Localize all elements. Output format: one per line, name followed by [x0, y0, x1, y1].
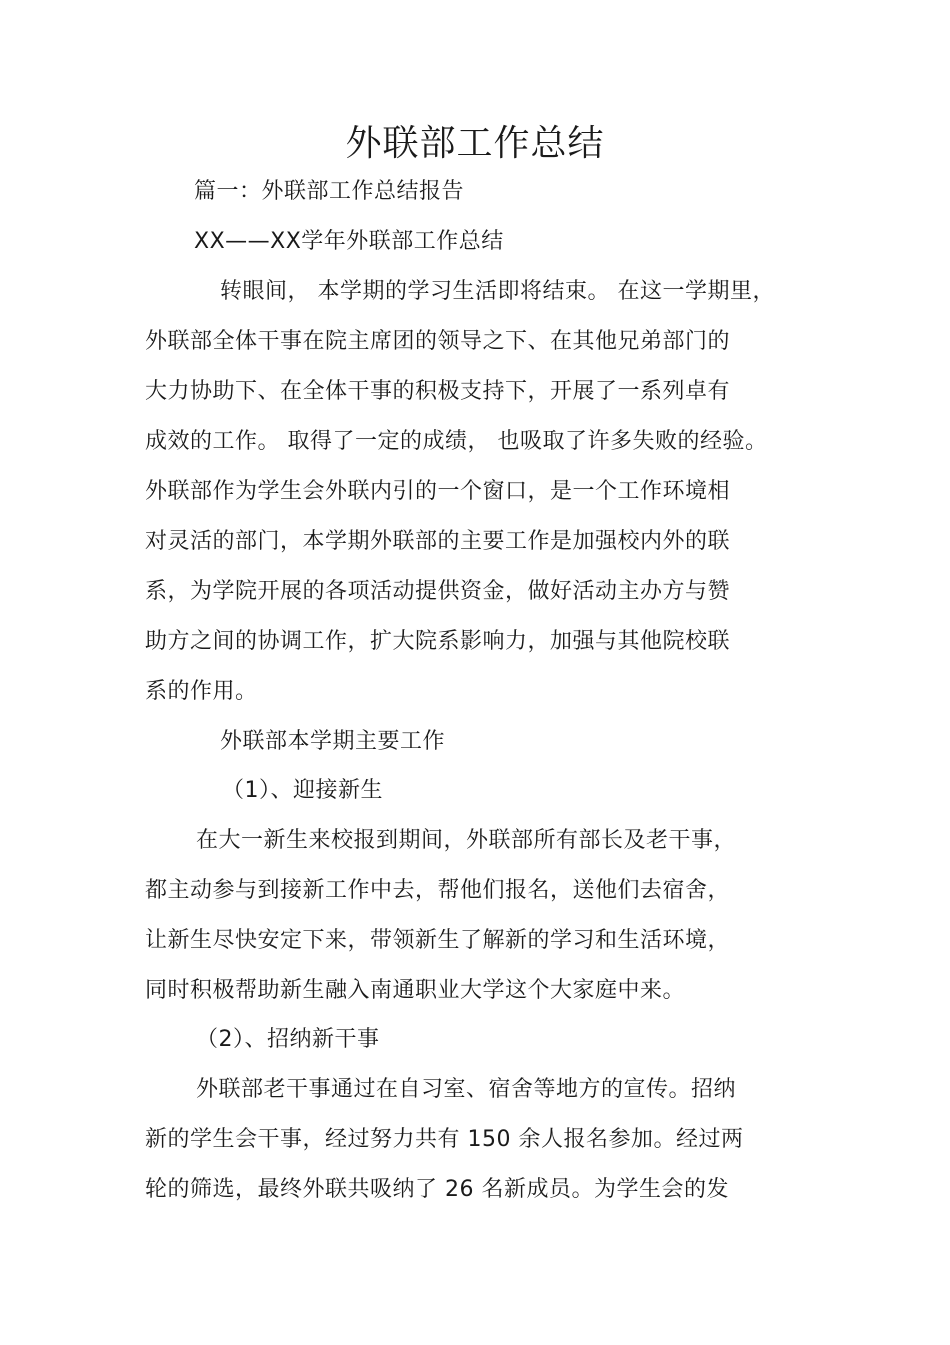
paragraph-line: 对灵活的部门，本学期外联部的主要工作是加强校内外的联: [145, 529, 731, 554]
paragraph-line: 让新生尽快安定下来，带领新生了解新的学习和生活环境，: [145, 928, 731, 953]
paragraph-line: 助方之间的协调工作，扩大院系影响力，加强与其他院校联: [145, 629, 731, 654]
paragraph-line: 成效的工作。 取得了一定的成绩， 也吸取了许多失败的经验。: [145, 429, 768, 454]
paragraph-line: 新的学生会干事，经过努力共有 150 余人报名参加。经过两: [145, 1127, 744, 1152]
subsection-heading: （1）、迎接新生: [222, 778, 383, 803]
paragraph-line: 在大一新生来校报到期间，外联部所有部长及老干事，: [196, 828, 737, 853]
document-subtitle: XX——XX学年外联部工作总结: [194, 229, 504, 254]
paragraph-line: 外联部作为学生会外联内引的一个窗口，是一个工作环境相: [145, 479, 731, 504]
paragraph-line: 外联部全体干事在院主席团的领导之下、在其他兄弟部门的: [145, 329, 731, 354]
chapter-heading: 篇一：外联部工作总结报告: [194, 179, 465, 204]
paragraph-line: 外联部老干事通过在自习室、宿舍等地方的宣传。招纳: [196, 1077, 737, 1102]
paragraph-line: 系的作用。: [145, 679, 258, 704]
paragraph-line: 同时积极帮助新生融入南通职业大学这个大家庭中来。: [145, 978, 686, 1003]
section-heading: 外联部本学期主要工作: [220, 729, 446, 754]
paragraph-line: 都主动参与到接新工作中去，帮他们报名，送他们去宿舍，: [145, 878, 731, 903]
paragraph-line: 系，为学院开展的各项活动提供资金，做好活动主办方与赞: [145, 579, 731, 604]
paragraph-line: 转眼间， 本学期的学习生活即将结束。 在这一学期里，: [220, 279, 775, 304]
subsection-heading: （2）、招纳新干事: [196, 1027, 380, 1052]
paragraph-line: 大力协助下、在全体干事的积极支持下，开展了一系列卓有: [145, 379, 731, 404]
paragraph-line: 轮的筛选，最终外联共吸纳了 26 名新成员。为学生会的发: [145, 1177, 729, 1202]
document-title: 外联部工作总结: [345, 123, 605, 164]
